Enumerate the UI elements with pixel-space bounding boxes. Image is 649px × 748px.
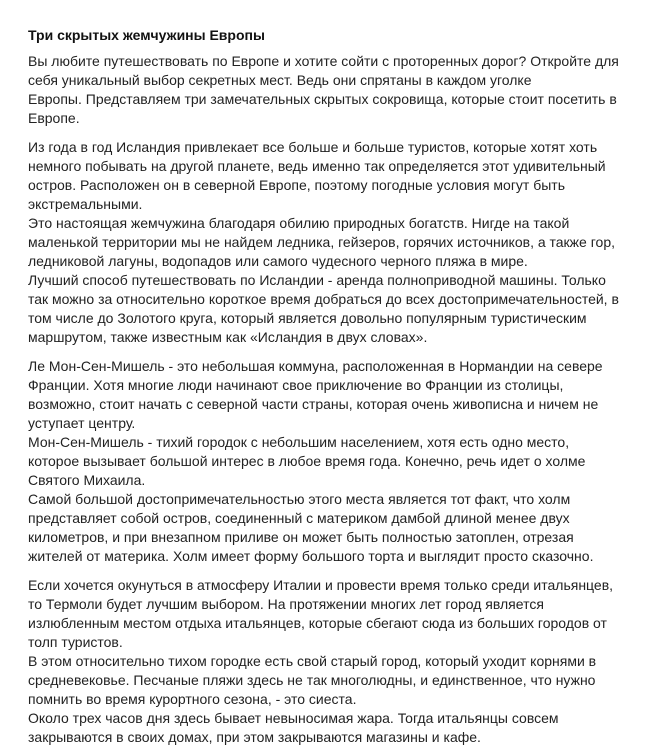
text-line: Лучший способ путешествовать по Исландии - аренда полноприводной машины. Только <box>28 272 606 288</box>
text-line: Если хочется окунуться в атмосферу Италии и провести время только среди итальянцев, <box>28 577 614 593</box>
text-line: километров, и при внезапном приливе он может быть полностью затоплен, отрезая <box>28 529 574 545</box>
spacer <box>28 128 642 138</box>
text-line: маленькой территории мы не найдем ледника, гейзеров, горячих источников, а также гор, <box>28 234 615 250</box>
text-line: так можно за относительно короткое время добраться до всех достопримечательностей, в <box>28 291 619 307</box>
paragraph <box>28 271 642 347</box>
text-line: Вы любите путешествовать по Европе и хотите сойти с проторенных дорог? Откройте для <box>28 53 619 69</box>
spacer <box>28 347 642 357</box>
text-line: представляет собой остров, соединенный с материком дамбой длиной менее двух <box>28 510 570 526</box>
text-line: Это настоящая жемчужина благодаря обилию природных богатств. Нигде на такой <box>28 215 570 231</box>
text-line: Из года в год Исландия привлекает все больше и больше туристов, которые хотят хоть <box>28 139 598 155</box>
paragraph <box>28 138 642 214</box>
text-line: остров. Расположен он в северной Европе, поэтому погодные условия могут быть <box>28 177 566 193</box>
spacer <box>28 566 642 576</box>
text-line: то Термоли будет лучшим выбором. На протяжении многих лет город является <box>28 596 544 612</box>
text-line: Европы. Представляем три замечательных скрытых сокровища, которые стоит посетить в <box>28 91 617 107</box>
text-line: излюбленным местом отдыха итальянцев, которые сбегают сюда из больших городов от <box>28 615 607 631</box>
text-line: помнить во время курортного сезона, - это сиеста. <box>28 691 357 707</box>
text-line: возможно, стоит начать с северной части страны, которая очень живописна и ничем не <box>28 396 599 412</box>
section-termoli <box>28 576 642 747</box>
text-line: В этом относительно тихом городке есть свой старый город, который уходит корнями в <box>28 653 597 669</box>
paragraph <box>28 709 642 747</box>
text-line: которое вызывает большой интерес в любое время года. Конечно, речь идет о холме <box>28 453 586 469</box>
text-line: том числе до Золотого круга, который является довольно популярным туристическим <box>28 310 587 326</box>
paragraph <box>28 214 642 271</box>
section-mont-saint-michel <box>28 357 642 566</box>
text-line: маршрутом, также известным как «Исландия в двух словах». <box>28 329 428 345</box>
intro-paragraph <box>28 52 642 128</box>
text-line: толп туристов. <box>28 634 123 650</box>
article-title: Три скрытых жемчужины Европы <box>28 27 265 43</box>
text-line: себя уникальный выбор секретных мест. Ведь они спрятаны в каждом уголке <box>28 72 532 88</box>
text-line: Франции. Хотя многие люди начинают свое приключение во Франции из столицы, <box>28 377 564 393</box>
text-line: экстремальными. <box>28 196 143 212</box>
text-line: Мон-Сен-Мишель - тихий городок с небольшим населением, хотя есть одно место, <box>28 434 570 450</box>
paragraph <box>28 490 642 566</box>
text-line: Святого Михаила. <box>28 472 146 488</box>
text-line: закрываются в своих домах, при этом закрываются магазины и кафе. <box>28 729 481 745</box>
text-line: Ле Мон-Сен-Мишель - это небольшая коммуна, расположенная в Нормандии на севере <box>28 358 603 374</box>
text-line: ледниковой лагуны, водопадов или самого чудесного черного пляжа в мире. <box>28 253 528 269</box>
text-line: Около трех часов дня здесь бывает невыносимая жара. Тогда итальянцы совсем <box>28 710 559 726</box>
paragraph <box>28 357 642 433</box>
paragraph <box>28 433 642 490</box>
text-line: Европе. <box>28 110 80 126</box>
paragraph <box>28 576 642 652</box>
article <box>28 26 642 747</box>
text-line: Самой большой достопримечательностью этого места является тот факт, что холм <box>28 491 571 507</box>
text-line: уступает центру. <box>28 415 136 431</box>
text-line: средневековье. Песчаные пляжи здесь не так многолюдны, и единственное, что нужно <box>28 672 596 688</box>
section-iceland <box>28 138 642 347</box>
text-line: немного побывать на другой планете, ведь именно так определяется этот удивительный <box>28 158 606 174</box>
paragraph <box>28 652 642 709</box>
text-line: жителей от материка. Холм имеет форму большого торта и выглядит просто сказочно. <box>28 548 594 564</box>
